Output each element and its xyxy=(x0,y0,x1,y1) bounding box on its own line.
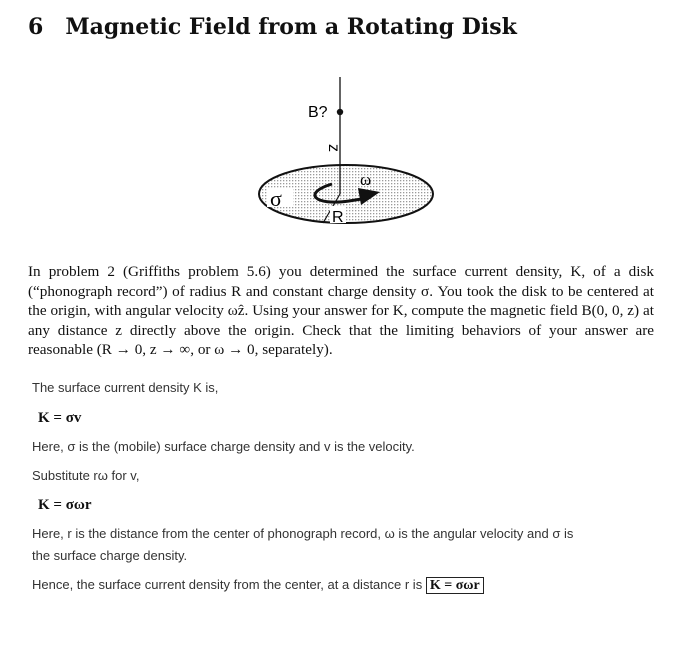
r-label: R xyxy=(332,209,344,226)
solution-line-5 xyxy=(32,577,484,594)
conclusion-text: Hence, the surface current density from the center, at a distance r is xyxy=(32,577,423,592)
section-number: 6 xyxy=(28,14,44,40)
problem-statement: In problem 2 (Griffiths problem 5.6) you determined the surface current density, K, of a disk (“phonograph record”) of radius R and constant charge density σ. You took the disk to be centered at the origin, with angular velocity ωẑ. Using your answer for K, compute the magnetic field B(0, 0, z) at any distance z directly above the origin. Check that the limiting behaviors of your answer are reasonable (R → 0, z → ∞, or ω → 0, separately). xyxy=(28,263,654,358)
solution-line-3: Substitute rω for v, xyxy=(32,468,140,483)
rotating-disk-figure xyxy=(250,72,440,232)
solution-line-2: Here, σ is the (mobile) surface charge density and v is the velocity. xyxy=(32,439,415,454)
equation-2: K = σωr xyxy=(38,497,92,513)
omega-label: ω xyxy=(360,170,372,189)
section-heading: Magnetic Field from a Rotating Disk xyxy=(65,14,517,40)
equation-1: K = σv xyxy=(38,410,82,426)
solution-line-4: Here, r is the distance from the center of phonograph record, ω is the angular velocity and σ is xyxy=(32,526,574,541)
boxed-answer: K = σωr xyxy=(426,577,484,594)
field-point xyxy=(337,109,343,115)
sigma-label: σ xyxy=(270,186,282,211)
section-title xyxy=(28,14,517,40)
solution-line-4-cont: the surface charge density. xyxy=(32,548,188,563)
z-label: z xyxy=(325,144,342,152)
solution-line-1: The surface current density K is, xyxy=(32,380,219,395)
b-label: B? xyxy=(308,104,328,121)
